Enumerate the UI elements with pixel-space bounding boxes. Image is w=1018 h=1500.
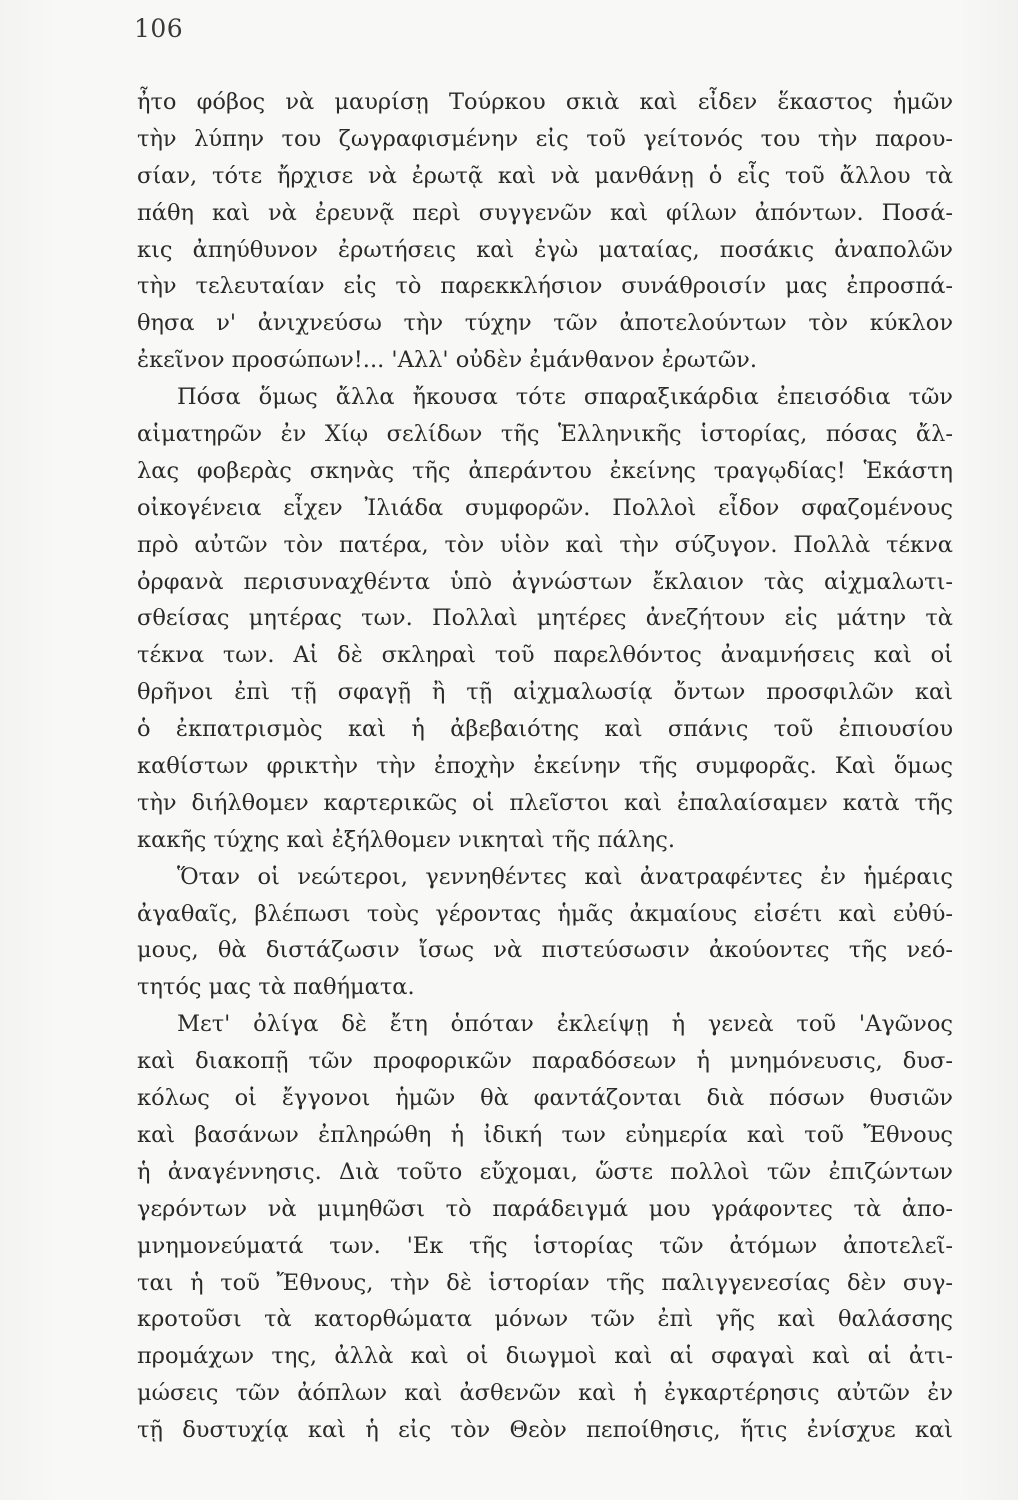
text-line: καὶ βασάνων ἐπληρώθη ἡ ἰδική των εὐημερία καὶ τοῦ Ἔθνους — [137, 1121, 953, 1148]
text-line: κακῆς τύχης καὶ ἐξήλθομεν νικηταὶ τῆς πάλης. — [137, 826, 676, 853]
text-line: μους, θὰ διστάζωσιν ἴσως νὰ πιστεύσωσιν ἀκούοντες τῆς νεό- — [137, 937, 953, 964]
text-line: θρῆνοι ἐπὶ τῇ σφαγῇ ἢ τῇ αἰχμαλωσίᾳ ὄντων προσφιλῶν καὶ — [137, 679, 953, 706]
text-line: ἡ ἀναγέννησις. Διὰ τοῦτο εὔχομαι, ὥστε πολλοὶ τῶν ἐπιζώντων — [137, 1158, 953, 1185]
text-line: Ὅταν οἱ νεώτεροι, γεννηθέντες καὶ ἀνατραφέντες ἐν ἡμέραις — [177, 863, 953, 890]
text-line: τὴν λύπην του ζωγραφισμένην εἰς τοῦ γείτονός του τὴν παρου- — [137, 125, 953, 152]
text-line: τέκνα των. Αἱ δὲ σκληραὶ τοῦ παρελθόντος ἀναμνήσεις καὶ οἱ — [137, 642, 953, 669]
text-line: ὀρφανὰ περισυναχθέντα ὑπὸ ἀγνώστων ἔκλαιον τὰς αἰχμαλωτι- — [137, 568, 953, 595]
text-line: ἐκεῖνον προσώπων!... 'Αλλ' οὐδὲν ἐμάνθανον ἐρωτῶν. — [137, 347, 758, 374]
text-line: καὶ διακοπῇ τῶν προφορικῶν παραδόσεων ἡ μνημόνευσις, δυσ- — [137, 1048, 953, 1075]
text-line: σίαν, τότε ἤρχισε νὰ ἐρωτᾷ καὶ νὰ μανθάνῃ ὁ εἷς τοῦ ἄλλου τὰ — [137, 162, 953, 189]
text-line: ἦτο φόβος νὰ μαυρίσῃ Τούρκου σκιὰ καὶ εἶδεν ἕκαστος ἡμῶν — [137, 89, 953, 115]
text-line: σθείσας μητέρας των. Πολλαὶ μητέρες ἀνεζήτουν εἰς μάτην τὰ — [137, 605, 953, 632]
text-line: λας φοβερὰς σκηνὰς τῆς ἀπεράντου ἐκείνης τραγῳδίας! Ἑκάστη — [137, 457, 953, 484]
body-text — [137, 84, 953, 1449]
text-line: κις ἀπηύθυνον ἐρωτήσεις καὶ ἐγὼ ματαίας, ποσάκις ἀναπολῶν — [137, 236, 953, 263]
text-line: Μετ' ὀλίγα δὲ ἔτη ὁπόταν ἐκλείψῃ ἡ γενεὰ τοῦ 'Αγῶνος — [177, 1011, 953, 1038]
text-line: πάθη καὶ νὰ ἐρευνᾷ περὶ συγγενῶν καὶ φίλων ἀπόντων. Ποσά- — [137, 199, 953, 226]
page-number: 106 — [134, 14, 184, 43]
text-line: γερόντων νὰ μιμηθῶσι τὸ παράδειγμά μου γράφοντες τὰ ἀπο- — [137, 1195, 953, 1222]
text-line: αἱματηρῶν ἐν Χίῳ σελίδων τῆς Ἑλληνικῆς ἱστορίας, πόσας ἄλ- — [137, 421, 953, 448]
text-line: τὴν τελευταίαν εἰς τὸ παρεκκλήσιον συνάθροισίν μας ἐπροσπά- — [137, 273, 953, 300]
text-line: τῇ δυστυχίᾳ καὶ ἡ εἰς τὸν Θεὸν πεποίθησις, ἥτις ἐνίσχυε καὶ — [137, 1417, 953, 1444]
text-line: Πόσα ὅμως ἄλλα ἤκουσα τότε σπαραξικάρδια ἐπεισόδια τῶν — [177, 384, 953, 411]
text-line: κόλως οἱ ἔγγονοι ἡμῶν θὰ φαντάζονται διὰ πόσων θυσιῶν — [137, 1085, 953, 1112]
text-line: οἰκογένεια εἶχεν Ἰλιάδα συμφορῶν. Πολλοὶ εἶδον σφαζομένους — [137, 494, 953, 521]
text-line: καθίστων φρικτὴν τὴν ἐποχὴν ἐκείνην τῆς συμφορᾶς. Καὶ ὅμως — [137, 753, 953, 780]
text-line: ἀγαθαῖς, βλέπωσι τοὺς γέροντας ἡμᾶς ἀκμαίους εἰσέτι καὶ εὐθύ- — [137, 900, 953, 927]
text-line: μνημονεύματά των. 'Εκ τῆς ἱστορίας τῶν ἀτόμων ἀποτελεῖ- — [137, 1232, 953, 1259]
text-line: τὴν διήλθομεν καρτερικῶς οἱ πλεῖστοι καὶ ἐπαλαίσαμεν κατὰ τῆς — [137, 789, 953, 816]
text-line: τητός μας τὰ παθήματα. — [137, 974, 415, 1001]
text-line: ὁ ἐκπατρισμὸς καὶ ἡ ἀβεβαιότης καὶ σπάνις τοῦ ἐπιουσίου — [137, 716, 953, 743]
text-line: ται ἡ τοῦ Ἔθνους, τὴν δὲ ἱστορίαν τῆς παλιγγενεσίας δὲν συγ- — [137, 1269, 953, 1296]
text-line: κροτοῦσι τὰ κατορθώματα μόνων τῶν ἐπὶ γῆς καὶ θαλάσσης — [137, 1306, 953, 1333]
text-line: προμάχων της, ἀλλὰ καὶ οἱ διωγμοὶ καὶ αἱ σφαγαὶ καὶ αἱ ἀτι- — [137, 1343, 953, 1370]
text-line: θησα ν' ἀνιχνεύσω τὴν τύχην τῶν ἀποτελούντων τὸν κύκλον — [137, 310, 953, 337]
text-line: μώσεις τῶν ἀόπλων καὶ ἀσθενῶν καὶ ἡ ἐγκαρτέρησις αὐτῶν ἐν — [137, 1380, 953, 1407]
text-line: πρὸ αὐτῶν τὸν πατέρα, τὸν υἱὸν καὶ τὴν σύζυγον. Πολλὰ τέκνα — [137, 531, 953, 558]
